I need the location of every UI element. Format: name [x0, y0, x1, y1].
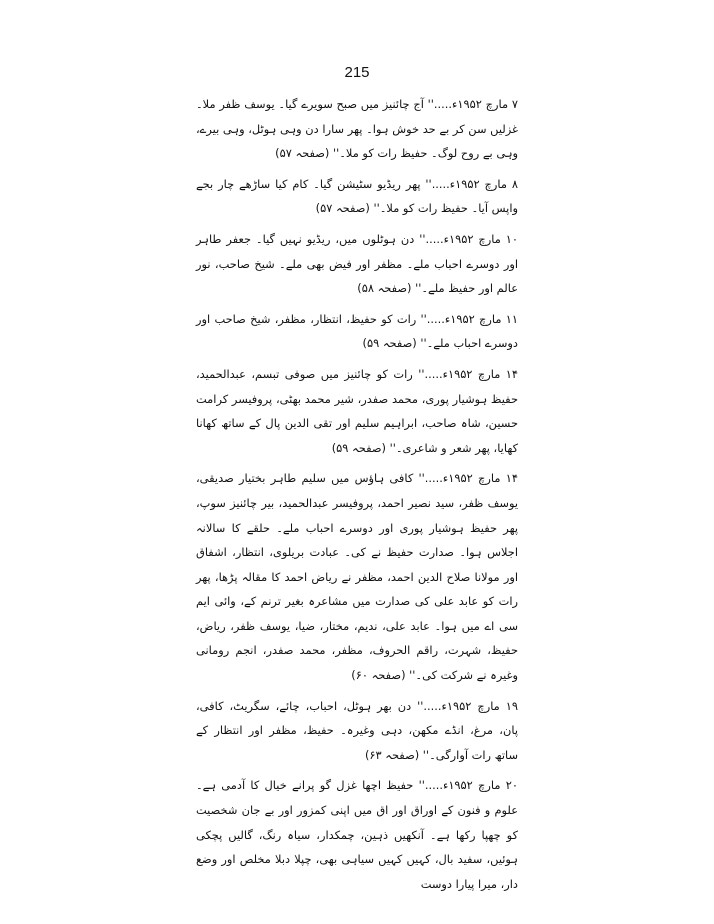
page-number: 215	[344, 64, 370, 81]
diary-entry-march-8: ۸ مارچ ۱۹۵۲ء.....'' پھر ریڈیو سٹیشن گیا۔ کام کیا ساڑھے چار بجے واپس آیا۔ حفیظ رات کو ملا۔'' (صفحہ ۵۷)	[196, 176, 518, 216]
diary-entry-march-14-a: ۱۴ مارچ ۱۹۵۲ء.....'' رات کو چائنیز میں صوفی تبسم، عبدالحمید، حفیظ ہوشیار پوری، محمد صفدر، شیر محمد بھٹی، پروفیسر کرامت حسین، شاہ صاحب، ابراہیم سلیم اور تقی الدین پال کے ساتھ کھانا کھایا، پھر شعر و شاعری۔'' (صفحہ ۵۹)	[196, 366, 518, 455]
diary-entry-march-10: ۱۰ مارچ ۱۹۵۲ء.....'' دن ہوٹلوں میں، ریڈیو نہیں گیا۔ جعفر طاہر اور دوسرے احباب ملے۔ مظفر اور فیض بھی ملے۔ شیخ صاحب، نور عالم اور حفیظ ملے۔'' (صفحہ ۵۸)	[196, 231, 518, 296]
diary-entry-march-7: ۷ مارچ ۱۹۵۲ء.....'' آج چائنیز میں صبح سویرے گیا۔ یوسف ظفر ملا۔ غزلیں سن کر بے حد خوش ہوا۔ پھر سارا دن وہی ہوٹل، وہی بیرے، وہی بے روح لوگ۔ حفیظ رات کو ملا۔'' (صفحہ ۵۷)	[196, 97, 518, 161]
diary-text-column	[196, 92, 518, 902]
diary-entry-march-20: ۲۰ مارچ ۱۹۵۲ء.....'' حفیظ اچھا غزل گو پرانے خیال کا آدمی ہے۔ علوم و فنون کے اوراق اور اق میں اپنی کمزور اور بے جان شخصیت کو چھپا رکھا ہے۔ آنکھیں ذہین، چمکدار، سیاہ رنگ، گالیں پچکی ہوئیں، سفید بال، کہیں کہیں سیاہی بھی، چپلا دبلا مخلص اور وضع دار، میرا پیارا دوست	[196, 778, 518, 891]
diary-entry-march-14-b: ۱۴ مارچ ۱۹۵۲ء.....'' کافی ہاؤس میں سلیم طاہر بختیار صدیقی، یوسف ظفر، سید نصیر احمد، پروفیسر عبدالحمید، بیر چائنیز سوپ، پھر حفیظ ہوشیار پوری اور دوسرے احباب ملے۔ حلقے کا سالانہ اجلاس ہوا۔ صدارت حفیظ نے کی۔ عبادت بریلوی، انتظار، اشفاق اور مولانا صلاح الدین احمد، مظفر نے ریاض احمد کا مقالہ پڑھا، پھر رات کو عابد علی کی صدارت میں مشاعرہ بغیر ترنم کے، وائی ایم سی اے میں ہوا۔ عابد علی، ندیم، مختار، ضیا، یوسف ظفر، ریاض، حفیظ، شہرت، راقم الحروف، مظفر، محمد صفدر، انجم رومانی وغیرہ نے شرکت کی۔'' (صفحہ ۶۰)	[196, 471, 518, 683]
diary-entry-march-19: ۱۹ مارچ ۱۹۵۲ء.....'' دن بھر ہوٹل، احباب، چائے، سگریٹ، کافی، پان، مرغ، انڈے مکھن، دہی وغیرہ۔ حفیظ، مظفر اور انتظار کے ساتھ رات آوارگی۔'' (صفحہ ۶۳)	[196, 698, 519, 762]
diary-entry-march-11: ۱۱ مارچ ۱۹۵۲ء.....'' رات کو حفیظ، انتظار، مظفر، شیخ صاحب اور دوسرے احباب ملے۔'' (صفحہ ۵۹)	[196, 311, 519, 351]
